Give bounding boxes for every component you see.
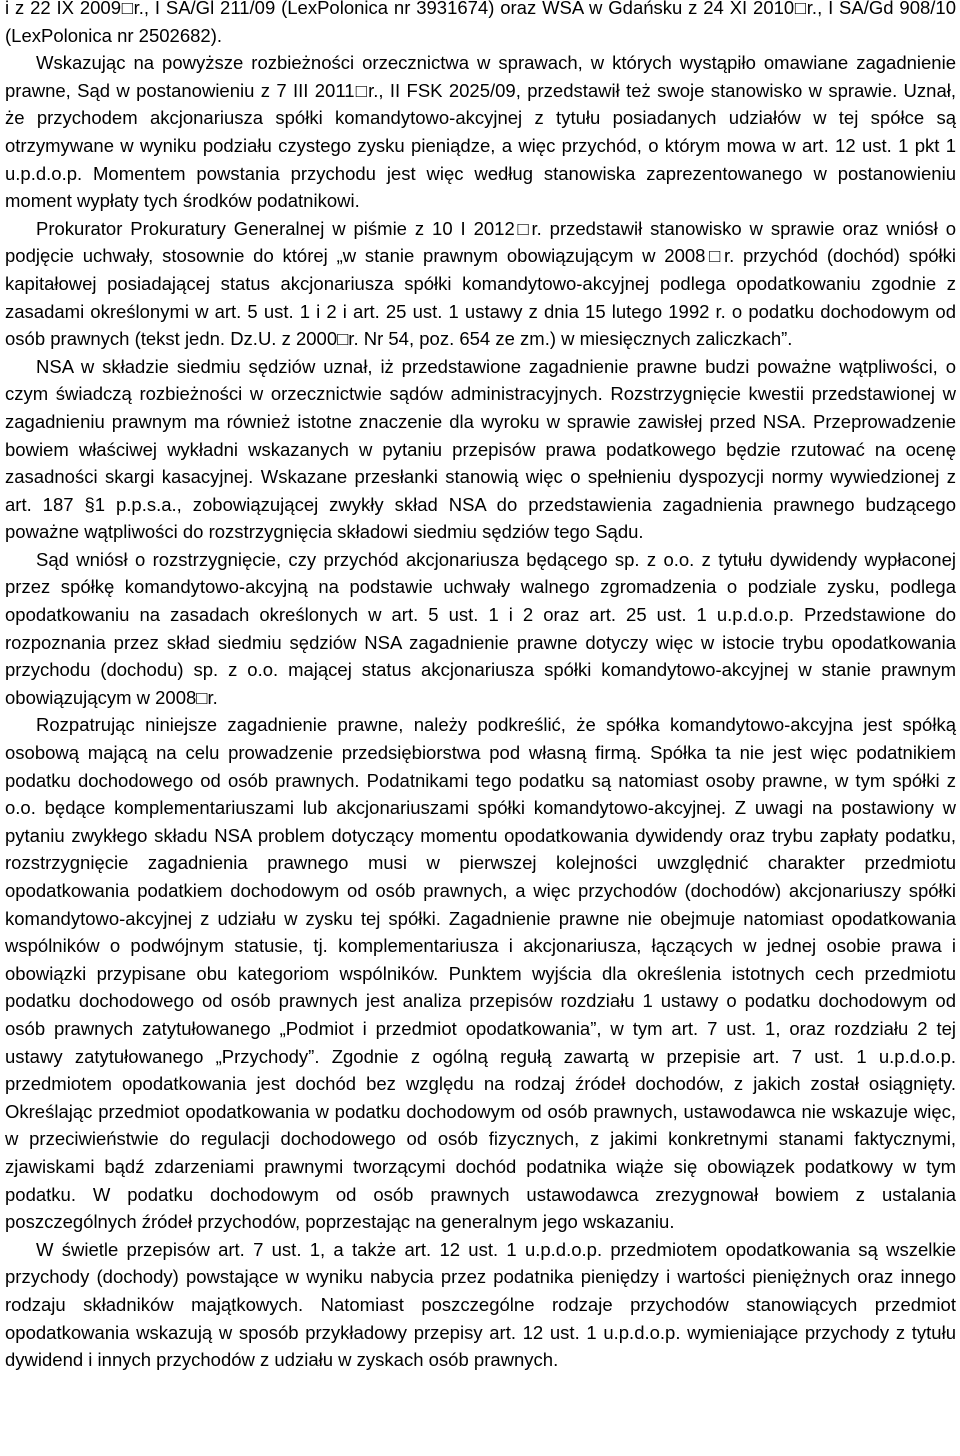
paragraph-nsa-doubts: NSA w składzie siedmiu sędziów uznał, iż przedstawione zagadnienie prawne budzi poważne wątpliwości, o czym świadczą rozbieżności w orzecznictwie sądów administracyjnych. Rozstrzygnięcie kwestii przedstawionej w zagadnieniu prawnym ma również istotne znaczenie dla wyroku w sprawie zawisłej przed NSA. Przeprowadzenie bowiem właściwej wykładni wskazanych w pytaniu przepisów prawa podatkowego będzie rzutować na ocenę zasadności skargi kasacyjnej. Wskazane przesłanki stanowią więc o spełnieniu dyspozycji normy wywiedzionej z art. 187 §1 p.p.s.a., zobowiązującej zwykły skład NSA do przedstawienia zagadnienia prawnego budzącego poważne wątpliwości do rozstrzygnięcia składowi siedmiu sędziów tego Sądu. [5,355,956,543]
paragraph-ska-analysis: Rozpatrując niniejsze zagadnienie prawne, należy podkreślić, że spółka komandytowo-akcyjna jest spółką osobową mającą na celu prowadzenie przedsiębiorstwa pod własną firmą. Spółka ta nie jest więc podatnikiem podatku dochodowego od osób prawnych. Podatnikami tego podatku są natomiast osoby prawne, w tym spółki z o.o. będące komplementariuszami lub akcjonariuszami spółki komandytowo-akcyjnej. Z uwagi na postawiony w pytaniu zwykłego składu NSA problem dotyczący momentu opodatkowania dywidendy oraz trybu zapłaty podatku, rozstrzygnięcie zagadnienia prawnego musi w pierwszej kolejności uwzględnić charakter przedmiotu opodatkowania podatkiem dochodowym od osób prawnych, a więc przychodów (dochodów) akcjonariuszy spółki komandytowo-akcyjnej z udziału w zysku tej spółki. Zagadnienie prawne nie obejmuje natomiast opodatkowania wspólników o podwójnym statusie, tj. komplementariusza i akcjonariusza, łączących w jednej osobie prawa i obowiązki przypisane obu kategoriom wspólników. Punktem wyjścia dla określenia istotnych cech przedmiotu podatku dochodowego od osób prawnych jest analiza przepisów rozdziału 1 ustawy o podatku dochodowym od osób prawnych zatytułowanego „Podmiot i przedmiot opodatkowania”, w tym art. 7 ust. 1, oraz rozdziału 2 tej ustawy zatytułowanego „Przychody”. Zgodnie z ogólną regułą zawartą w przepisie art. 7 ust. 1 u.p.d.o.p. przedmiotem opodatkowania jest dochód bez względu na rodzaj źródeł dochodów, z jakich został osiągnięty. Określając przedmiot opodatkowania w podatku dochodowym od osób prawnych, ustawodawca nie wskazuje więc, w przeciwieństwie do regulacji dochodowego od osób fizycznych, z jakimi konkretnymi stanami faktycznymi, zjawiskami bądź zdarzeniami prawnymi tworzącymi dochód podatnika wiąże się obowiązek podatkowy w tym podatku. W podatku dochodowym od osób prawnych ustawodawca zrezygnował bowiem z ustalania poszczególnych źródeł przychodów, poprzestając na generalnym jego wskazaniu. [5,714,956,1233]
paragraph-prokurator-position: Prokurator Prokuratury Generalnej w piśmie z 10 I 2012□r. przedstawił stanowisko w sprawie oraz wniósł o podjęcie uchwały, stosownie do której „w stanie prawnym obowiązującym w 2008□r. przychód (dochód) spółki kapitałowej posiadającej status akcjonariusza spółki komandytowo-akcyjnej podlega opodatkowaniu zgodnie z zasadami określonymi w art. 5 ust. 1 i 2 i art. 25 ust. 1 ustawy z dnia 15 lutego 1992 r. o podatku dochodowym od osób prawnych (tekst jedn. Dz.U. z 2000□r. Nr 54, poz. 654 ze zm.) w miesięcznych zaliczkach”. [5,217,956,350]
paragraph-court-citations: i z 22 IX 2009□r., I SA/Gl 211/09 (LexPolonica nr 3931674) oraz WSA w Gdańsku z 24 XI 2010□r., I SA/Gd 908/10 (LexPolonica nr 2502682). [5,0,956,46]
paragraph-sad-position: Wskazując na powyższe rozbieżności orzecznictwa w sprawach, w których wystąpiło omawiane zagadnienie prawne, Sąd w postanowieniu z 7 III 2011□r., II FSK 2025/09, przedstawił też swoje stanowisko w sprawie. Uznał, że przychodem akcjonariusza spółki komandytowo-akcyjnej z tytułu posiadanych udziałów w tej spółce są otrzymywane w wyniku podziału czystego zysku pieniądze, a więc przychód, o którym mowa w art. 12 ust. 1 pkt 1 u.p.d.o.p. Momentem powstania przychodu jest więc według stanowiska zaprezentowanego w postanowieniu moment wypłaty tych środków podatnikowi. [5,52,956,212]
paragraph-question-scope: Sąd wniósł o rozstrzygnięcie, czy przychód akcjonariusza będącego sp. z o.o. z tytułu dywidendy wypłaconej przez spółkę komandytowo-akcyjną na podstawie uchwały walnego zgromadzenia o podziale zysku, podlega opodatkowaniu na zasadach określonych w art. 5 ust. 1 i 2 oraz art. 25 ust. 1 u.p.d.o.p. Przedstawione do rozpoznania przez skład siedmiu sędziów NSA zagadnienie prawne dotyczy więc w istocie trybu opodatkowania przychodu (dochodu) sp. z o.o. mającej status akcjonariusza spółki komandytowo-akcyjnej w stanie prawnym obowiązującym w 2008□r. [5,548,956,708]
paragraph-tax-subject: W świetle przepisów art. 7 ust. 1, a także art. 12 ust. 1 u.p.d.o.p. przedmiotem opodatkowania są wszelkie przychody (dochody) powstające w wyniku nabycia przez podatnika pieniędzy i wartości pieniężnych oraz innego rodzaju składników majątkowych. Natomiast poszczególne rodzaje przychodów stanowiących przedmiot opodatkowania wskazują w sposób przykładowy przepisy art. 12 ust. 1 u.p.d.o.p. wymieniające przychody z tytułu dywidend i innych przychodów z udziału w zyskach osób prawnych. [5,1238,956,1371]
